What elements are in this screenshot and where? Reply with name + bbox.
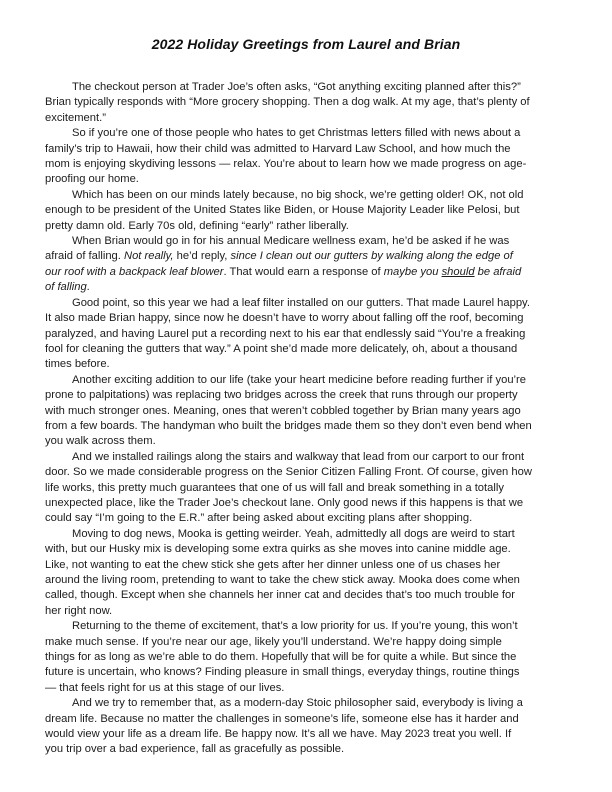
text-run: he’d reply,: [173, 250, 231, 263]
text-run: Returning to the theme of excitement, that’s a low priority for us. If you’re young, this won’t make much sense. If you’re near our age, likely you’ll understand. We’re happy doing simple things for as long as we’re able to do them. Hopefully that will be for quite a while. But since the future is uncertain, who knows? Finding pleasure in small things, everyday things, routine things — that feels right for us at this stage of our lives.: [45, 620, 520, 694]
text-run: should: [441, 265, 475, 278]
paragraph: [45, 450, 532, 527]
text-run: The checkout person at Trader Joe’s often asks, “Got anything exciting planned after this?” Brian typically responds with “More grocery shopping. Then a dog walk. At my age, that’s plenty of excitement.”: [45, 81, 530, 124]
text-run: .: [86, 281, 90, 294]
text-run: So if you’re one of those people who hates to get Christmas letters filled with news about a family’s trip to Hawaii, how their child was admitted to Harvard Law School, and how much the mom is enjoying skydiving lessons — relax. You’re about to learn how we made progress on age-proofing our home.: [45, 127, 527, 186]
paragraph: [45, 80, 532, 126]
paragraph: [45, 373, 532, 450]
paragraph: [45, 696, 532, 758]
text-run: When Brian would go in for his annual Medicare wellness exam, he’d be asked if he was afraid of falling.: [45, 235, 510, 263]
paragraph: [45, 296, 532, 373]
text-run: Moving to dog news, Mooka is getting weirder. Yeah, admittedly all dogs are weird to start with, but our Husky mix is developing some extra quirks as she moves into canine middle age. Like, not wanting to eat the chew stick she gets after her dinner unless one of us chases her around the living room, pretending to want to take the chew stick away. Mooka does come when called, though. Except when she channels her inner cat and decides that’s too much trouble for her right now.: [45, 527, 520, 617]
text-run: . That would earn a response of: [223, 265, 384, 278]
letter-title: 2022 Holiday Greetings from Laurel and Brian: [151, 36, 461, 52]
text-run: since I clean out our gutters by walking along the edge of our roof with a backpack leaf blower: [45, 250, 513, 278]
letter-body: [45, 80, 532, 758]
text-run: Which has been on our minds lately because, no big shock, we’re getting older! OK, not old enough to be president of the United States like Biden, or House Majority Leader like Pelosi, but pretty damn old. Early 70s old, defining “early” rather liberally.: [45, 188, 524, 232]
text-run: be afraid of falling: [45, 265, 522, 294]
text-run: Good point, so this year we had a leaf filter installed on our gutters. That made Laurel happy. It also made Brian happy, since now he doesn’t have to worry about falling off the roof, becoming paralyzed, and having Laurel put a recording next to his ear that endlessly said “You’re a freaking fool for cleaning the gutters that way.” A point she’d made more delicately, oh, about a thousand times before.: [45, 296, 530, 371]
text-run: Not really,: [123, 250, 174, 263]
paragraph: [45, 527, 532, 619]
paragraph: [45, 234, 532, 296]
paragraph: [45, 619, 532, 696]
paragraph: [45, 126, 532, 188]
text-run: And we try to remember that, as a modern-day Stoic philosopher said, everybody is living a dream life. Because no matter the challenges in someone’s life, someone else has it harder and would view your life as a dream life. Be happy now. It’s all we have. May 2023 treat you well. If you trip over a bad experience, fall as gracefully as possible.: [45, 697, 523, 756]
text-run: And we installed railings along the stairs and walkway that lead from our carport to our front door. So we made considerable progress on the Senior Citizen Falling Front. Of course, given how life works, this pretty much guarantees that one of us will fall and break something in a totally unexpected place, like the Trader Joe’s checkout lane. Only good news if this happens is that we could say “I’m going to the E.R.” after being asked about exciting plans after shopping.: [45, 450, 532, 525]
paragraph: [45, 188, 532, 234]
text-run: maybe you: [383, 265, 442, 278]
text-run: Another exciting addition to our life (take your heart medicine before reading further if you’re prone to palpitations) was replacing two bridges across the creek that runs through our property with much stronger ones. Meaning, ones that weren’t cobbled together by Brian many years ago from a few boards. The handyman who built the bridges made them so they don’t even bend when you walk across them.: [45, 373, 532, 448]
